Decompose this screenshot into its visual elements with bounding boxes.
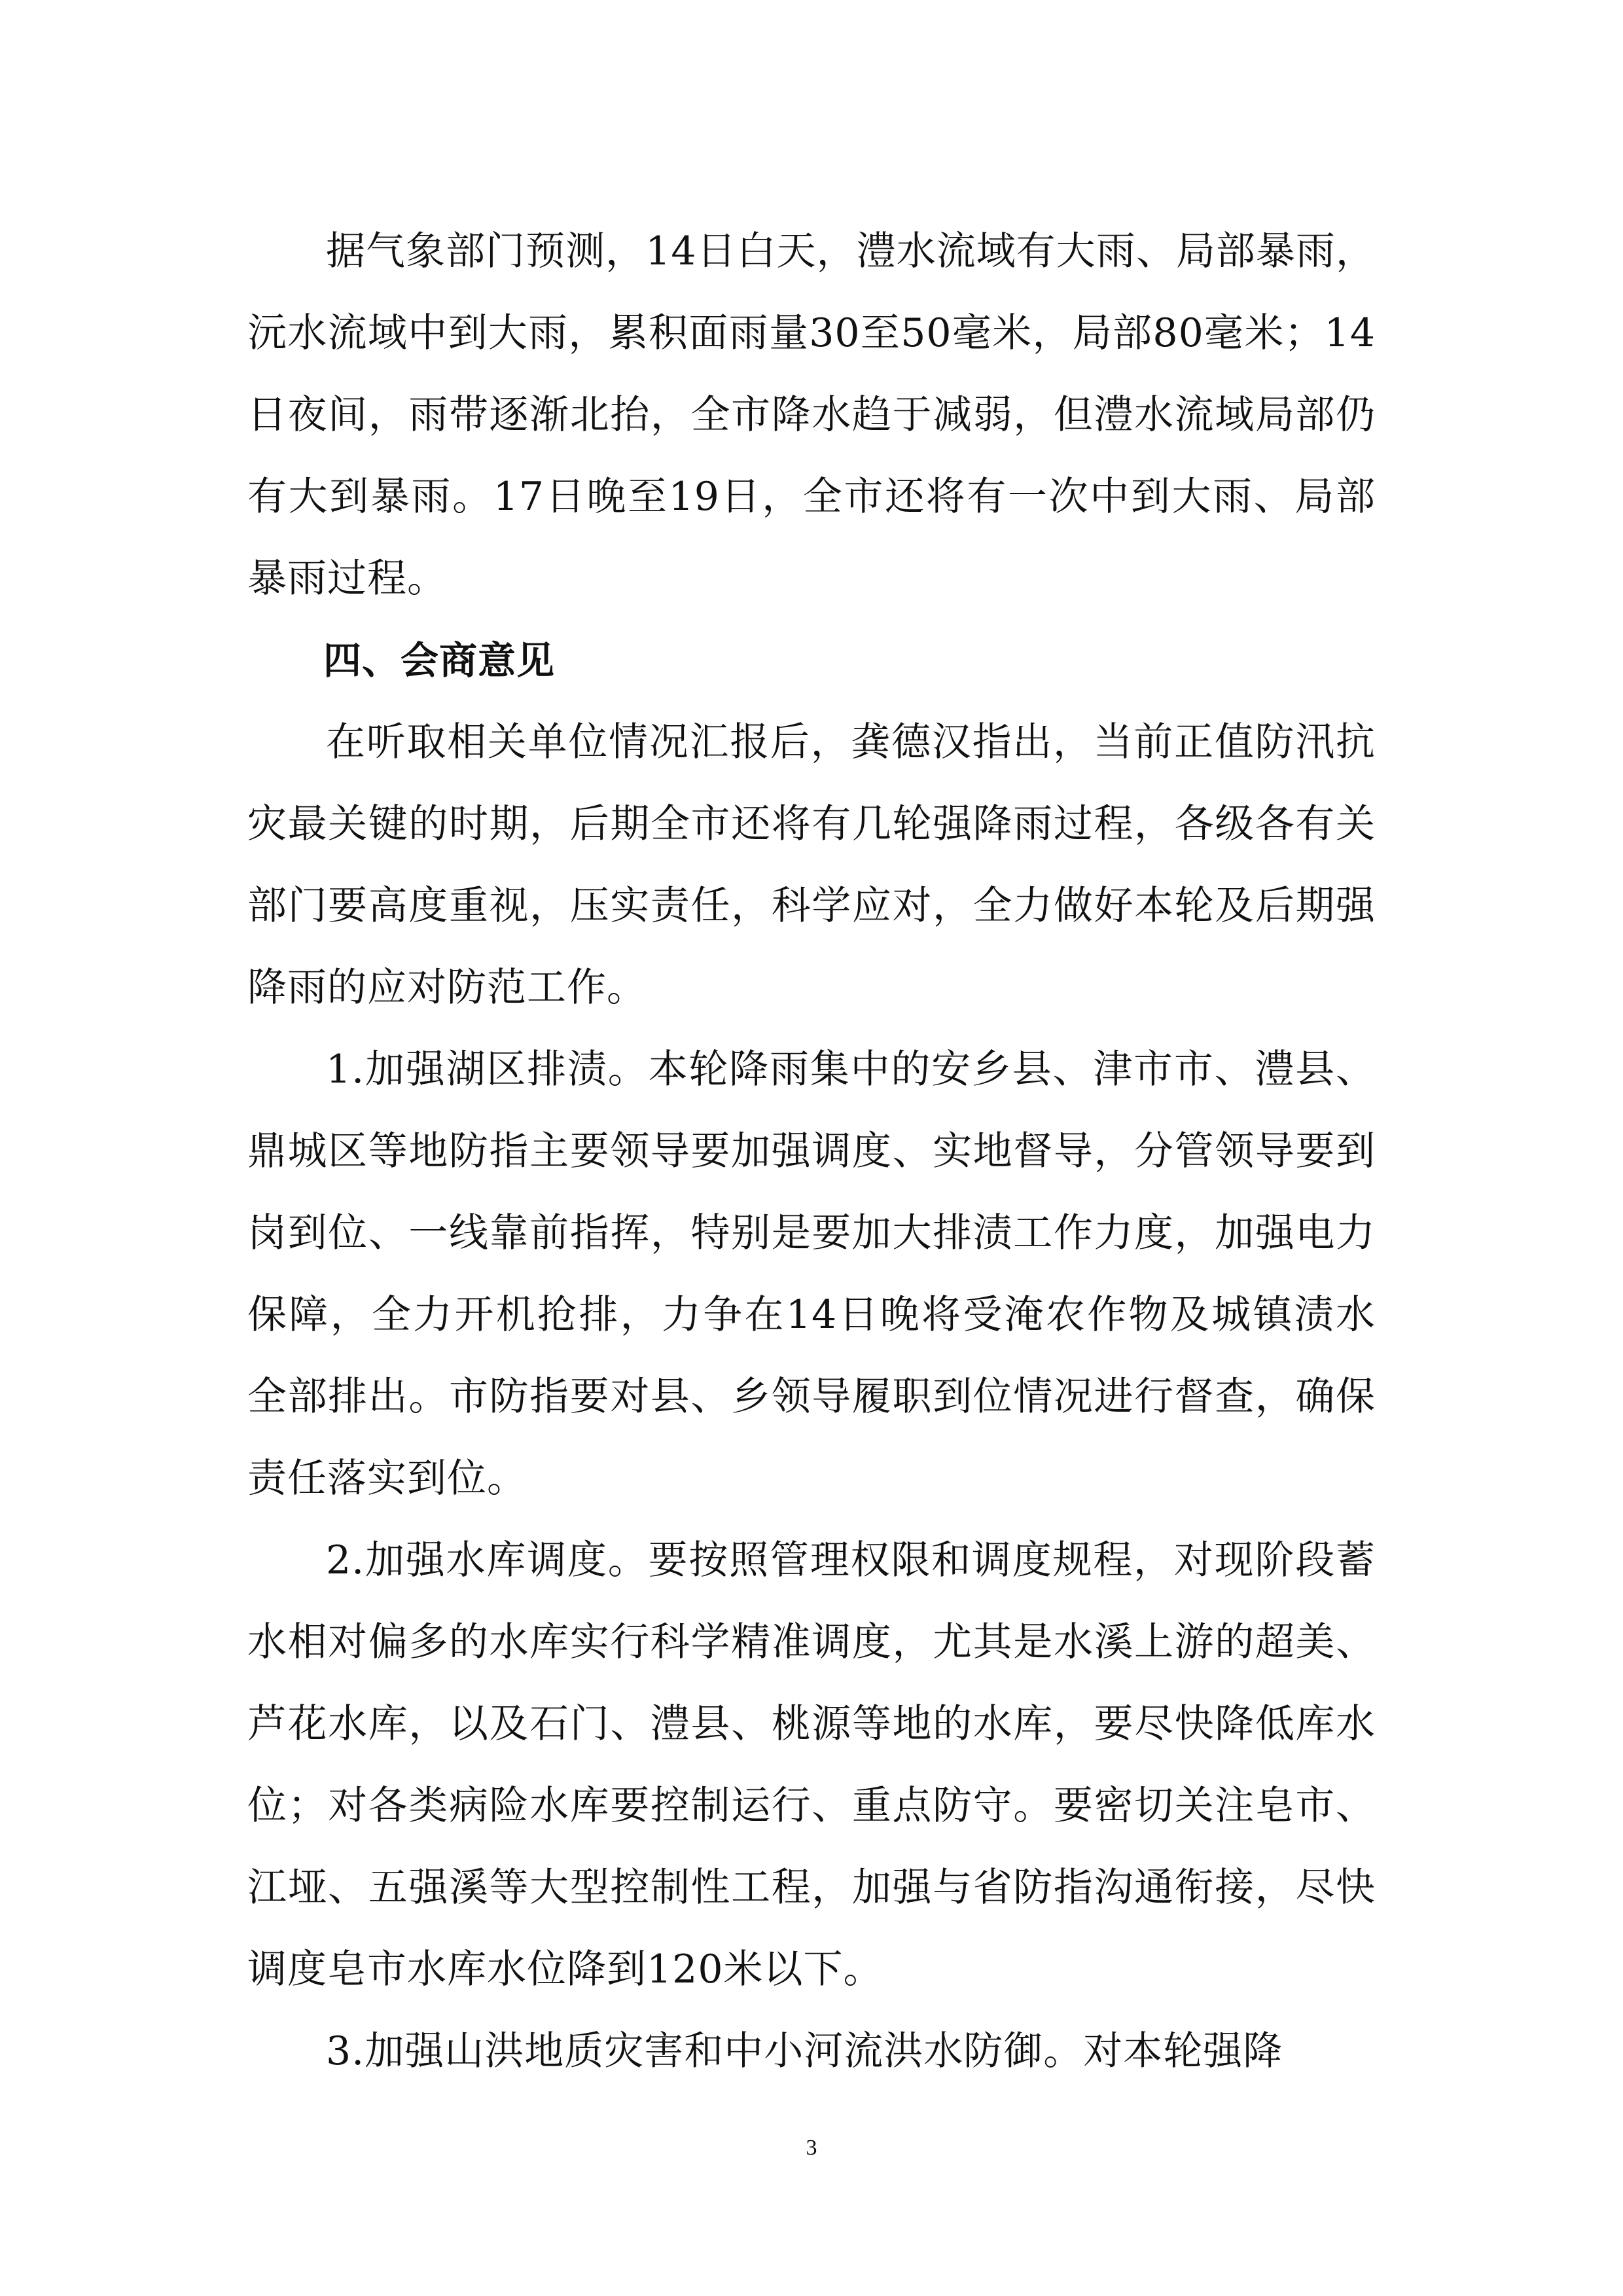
item-1-text: 本轮降雨集中的安乡县、津市市、澧县、鼎城区等地防指主要领导要加强调度、实地督导，分管领导要到岗到位、一线靠前指挥，特别是要加大排渍工作力度，加强电力保障，全力开机抢排，力争在14日晚将受淹农作物及城镇渍水全部排出。市防指要对县、乡领导履职到位情况进行督查，确保责任落实到位。: [247, 1047, 1376, 1501]
item-3-text: 对本轮强降: [1083, 2028, 1283, 2074]
opinion-paragraph: 在听取相关单位情况汇报后，龚德汉指出，当前正值防汛抗灾最关键的时期，后期全市还将有几轮强降雨过程，各级各有关部门要高度重视，压实责任，科学应对，全力做好本轮及后期强降雨的应对防范工作。: [247, 719, 1376, 1011]
body-text: [247, 211, 1376, 2092]
section-heading: 四、会商意见: [323, 638, 556, 683]
item-1-lead: 1.加强湖区排渍。: [326, 1047, 649, 1092]
forecast-paragraph-text: 据气象部门预测，14日白天，澧水流域有大雨、局部暴雨，沅水流域中到大雨，累积面雨量30至50毫米，局部80毫米；14日夜间，雨带逐渐北抬，全市降水趋于减弱，但澧水流域局部仍有大到暴雨。17日晚至19日，全市还将有一次中到大雨、局部暴雨过程。: [247, 228, 1376, 601]
item-2-lead: 2.加强水库调度。: [326, 1537, 649, 1583]
item-paragraph-1: [247, 1029, 1376, 1520]
item-3-lead: 3.加强山洪地质灾害和中小河流洪水防御。: [326, 2028, 1084, 2074]
forecast-paragraph: [247, 211, 1376, 620]
page-number: 3: [806, 2136, 817, 2160]
item-paragraph-2: [247, 1520, 1376, 2011]
item-paragraph-3: [247, 2011, 1376, 2092]
item-2-text: 要按照管理权限和调度规程，对现阶段蓄水相对偏多的水库实行科学精准调度，尤其是水溪上游的超美、芦花水库，以及石门、澧县、桃源等地的水库，要尽快降低库水位；对各类病险水库要控制运行、重点防守。要密切关注皂市、江垭、五强溪等大型控制性工程，加强与省防指沟通衔接，尽快调度皂市水库水位降到120米以下。: [247, 1537, 1376, 1992]
